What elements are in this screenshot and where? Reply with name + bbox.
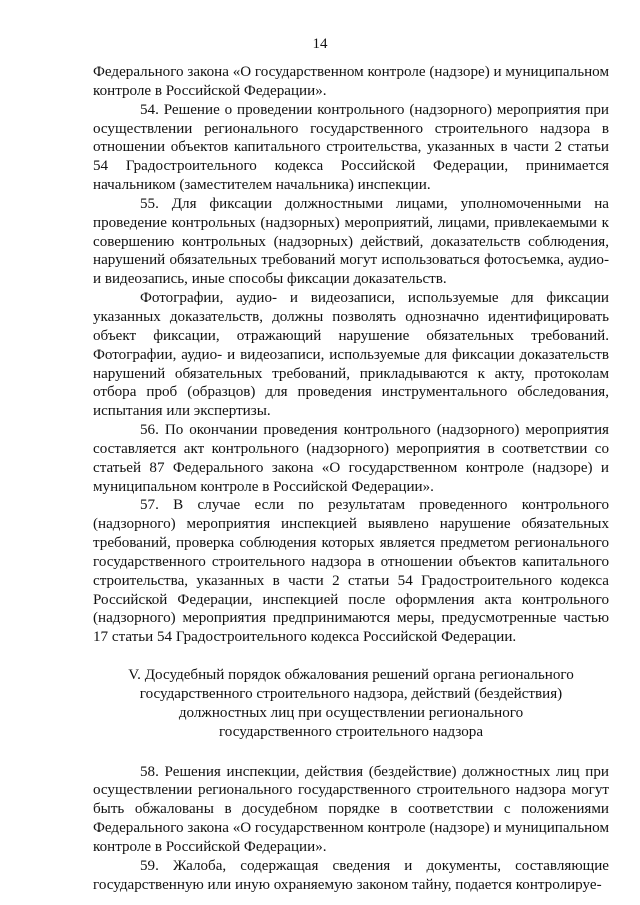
paragraph-55-photos: Фотографии, аудио- и видеозаписи, используемые для фиксации указанных доказательств, должны позволять однозначно идентифицировать объект фиксации, отражающий нарушение обязательных требований. Фотографии, аудио- и видеозаписи, используемые для фиксации доказательств нарушений обязательных требований, прикладываются к акту, протоколам отбора проб (образцов) для проведения инструментального обследования, испытания или экспертизы.: [93, 290, 609, 420]
paragraph-continuation: Федерального закона «О государственном контроле (надзоре) и муниципальном контроле в Российской Федерации».: [93, 64, 609, 99]
section-heading-line: государственного строительного надзора: [218, 723, 484, 740]
paragraph-54: 54. Решение о проведении контрольного (надзорного) мероприятия при осуществлении регионального государственного строительного надзора в отношении объектов капитального строительства, указанных в части 2 статьи 54 Градостроительного кодекса Российской Федерации, принимается начальником (заместителем начальника) инспекции.: [93, 101, 609, 194]
document-body: [93, 63, 609, 894]
page-number: 14: [312, 36, 328, 52]
paragraph-56: 56. По окончании проведения контрольного (надзорного) мероприятия составляется акт контрольного (надзорного) мероприятия в соответствии со статьей 87 Федерального закона «О государственном контроле (надзоре) и муниципальном контроле в Российской Федерации».: [93, 422, 609, 495]
paragraph-57: 57. В случае если по результатам проведенного контрольного (надзорного) мероприятия инспекцией выявлено нарушение обязательных требований, проверка соблюдения которых является предметом регионального государственного строительного надзора в отношении объектов капитального строительства, указанных в части 2 статьи 54 Градостроительного кодекса Российской Федерации, инспекцией после оформления акта контрольного (надзорного) мероприятия предпринимаются меры, предусмотренные частью 17 статьи 54 Градостроительного кодекса Российской Федерации.: [93, 497, 609, 646]
paragraph-55: 55. Для фиксации должностными лицами, уполномоченными на проведение контрольных (надзорных) мероприятий, лицами, привлекаемыми к совершению контрольных (надзорных) действий, доказательств соблюдения, нарушений обязательных требований могут использоваться фотосъемка, аудио- и видеозапись, иные способы фиксации доказательств.: [93, 195, 609, 288]
section-heading-line: государственного строительного надзора, действий (бездействия): [139, 686, 563, 702]
paragraph-58: 58. Решения инспекции, действия (бездействие) должностных лиц при осуществлении регионального государственного строительного надзора могут быть обжалованы в досудебном порядке в соответствии с положениями Федерального закона «О государственном контроле (надзоре) и муниципальном контроле в Российской Федерации».: [93, 763, 609, 855]
section-heading: [93, 666, 609, 741]
section-heading-line: V. Досудебный порядок обжалования решений органа регионального: [128, 667, 574, 684]
paragraph-59: 59. Жалоба, содержащая сведения и документы, составляющие государственную или иную охраняемую законом тайну, подается контролируе-: [93, 857, 609, 893]
section-heading-line: должностных лиц при осуществлении регионального: [178, 704, 524, 721]
